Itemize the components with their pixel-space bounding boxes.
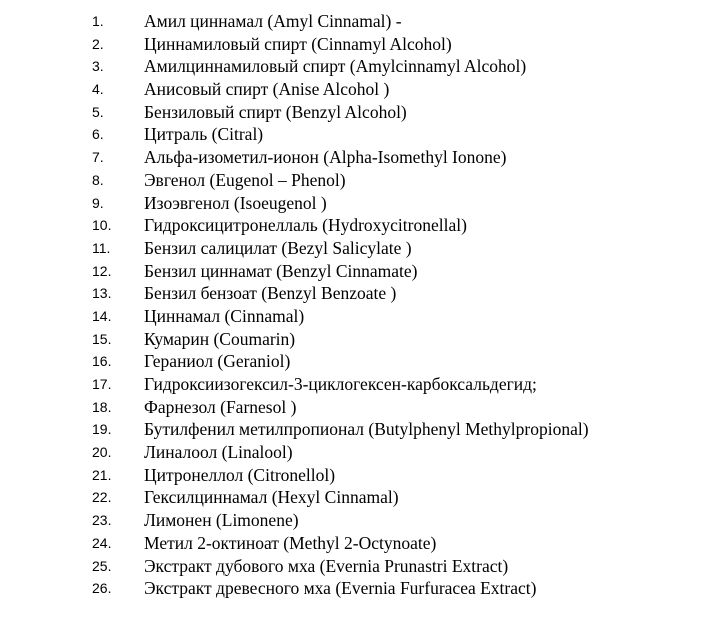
list-item xyxy=(0,509,703,532)
list-item xyxy=(0,33,703,56)
item-text: Амилциннамиловый спирт (Amylcinnamyl Alcohol) xyxy=(144,56,527,77)
item-number: 18. xyxy=(92,398,112,415)
list-item xyxy=(0,464,703,487)
list-item xyxy=(0,237,703,260)
list-item xyxy=(0,55,703,78)
item-number: 25. xyxy=(92,557,112,574)
list-item xyxy=(0,169,703,192)
list-item xyxy=(0,396,703,419)
item-number: 2. xyxy=(92,35,104,52)
item-text: Бензиловый спирт (Benzyl Alcohol) xyxy=(144,101,407,122)
item-text: Линалоол (Linalool) xyxy=(144,442,293,463)
item-number: 1. xyxy=(92,13,104,29)
list-item xyxy=(0,441,703,464)
item-text: Циннамал (Cinnamal) xyxy=(144,305,305,326)
item-text: Метил 2-октиноат (Methyl 2-Octynoate) xyxy=(144,532,437,553)
list-item xyxy=(0,10,703,33)
item-text: Бензил бензоат (Benzyl Benzoate ) xyxy=(144,283,397,304)
item-text: Цитраль (Citral) xyxy=(144,124,264,145)
list-item xyxy=(0,78,703,101)
list-item xyxy=(0,328,703,351)
item-number: 8. xyxy=(92,171,104,188)
item-text: Бензил циннамат (Benzyl Cinnamate) xyxy=(144,260,418,281)
item-number: 6. xyxy=(92,126,104,143)
item-number: 26. xyxy=(92,580,112,597)
item-number: 23. xyxy=(92,512,112,529)
list-item xyxy=(0,282,703,305)
item-text: Гераниол (Geraniol) xyxy=(144,351,291,372)
list-item xyxy=(0,532,703,555)
item-number: 17. xyxy=(92,376,112,392)
item-number: 19. xyxy=(92,421,112,438)
list-item xyxy=(0,305,703,328)
item-text: Лимонен (Limonene) xyxy=(144,510,299,531)
list-item xyxy=(0,350,703,373)
item-number: 22. xyxy=(92,489,112,506)
list-item xyxy=(0,146,703,169)
item-text: Эвгенол (Eugenol – Phenol) xyxy=(144,169,346,190)
list-item xyxy=(0,101,703,124)
item-number: 21. xyxy=(92,466,112,483)
item-number: 4. xyxy=(92,81,104,98)
item-text: Циннамиловый спирт (Cinnamyl Alcohol) xyxy=(144,33,452,54)
item-text: Экстракт древесного мха (Evernia Furfuracea Extract) xyxy=(144,578,537,599)
item-text: Гексилциннамал (Hexyl Cinnamal) xyxy=(144,487,399,508)
item-number: 3. xyxy=(92,58,104,75)
item-text: Экстракт дубового мха (Evernia Prunastri Extract) xyxy=(144,555,509,576)
item-text: Гидроксицитронеллаль (Hydroxycitronellal) xyxy=(144,215,467,236)
item-number: 11. xyxy=(92,239,111,256)
item-number: 20. xyxy=(92,444,112,461)
item-number: 10. xyxy=(92,217,112,234)
item-number: 7. xyxy=(92,149,104,166)
item-number: 16. xyxy=(92,353,112,370)
fragrance-allergen-list xyxy=(0,10,703,600)
list-item xyxy=(0,214,703,237)
list-item xyxy=(0,555,703,578)
item-text: Цитронеллол (Citronellol) xyxy=(144,464,336,485)
list-item xyxy=(0,577,703,600)
item-text: Кумарин (Coumarin) xyxy=(144,328,296,349)
item-text: Амил циннамал (Amyl Cinnamal) - xyxy=(144,11,402,31)
item-text: Изоэвгенол (Isoeugenol ) xyxy=(144,192,327,213)
item-number: 15. xyxy=(92,330,112,347)
item-text: Бутилфенил метилпропионал (Butylphenyl Methylpropional) xyxy=(144,419,589,440)
list-item xyxy=(0,486,703,509)
item-text: Анисовый спирт (Anise Alcohol ) xyxy=(144,79,390,100)
item-number: 14. xyxy=(92,307,112,324)
item-number: 12. xyxy=(92,262,112,279)
item-text: Бензил салицилат (Bezyl Salicylate ) xyxy=(144,237,412,258)
item-number: 9. xyxy=(92,194,104,211)
list-item xyxy=(0,373,703,396)
list-item xyxy=(0,192,703,215)
list-item xyxy=(0,260,703,283)
list-item xyxy=(0,418,703,441)
list-item xyxy=(0,123,703,146)
item-text: Альфа-изометил-ионон (Alpha-Isomethyl Ionone) xyxy=(144,147,507,168)
item-number: 5. xyxy=(92,103,104,120)
item-text: Гидроксиизогексил-3-циклогексен-карбоксальдегид; xyxy=(144,374,537,394)
item-text: Фарнезол (Farnesol ) xyxy=(144,396,297,417)
item-number: 24. xyxy=(92,534,112,551)
item-number: 13. xyxy=(92,285,112,302)
